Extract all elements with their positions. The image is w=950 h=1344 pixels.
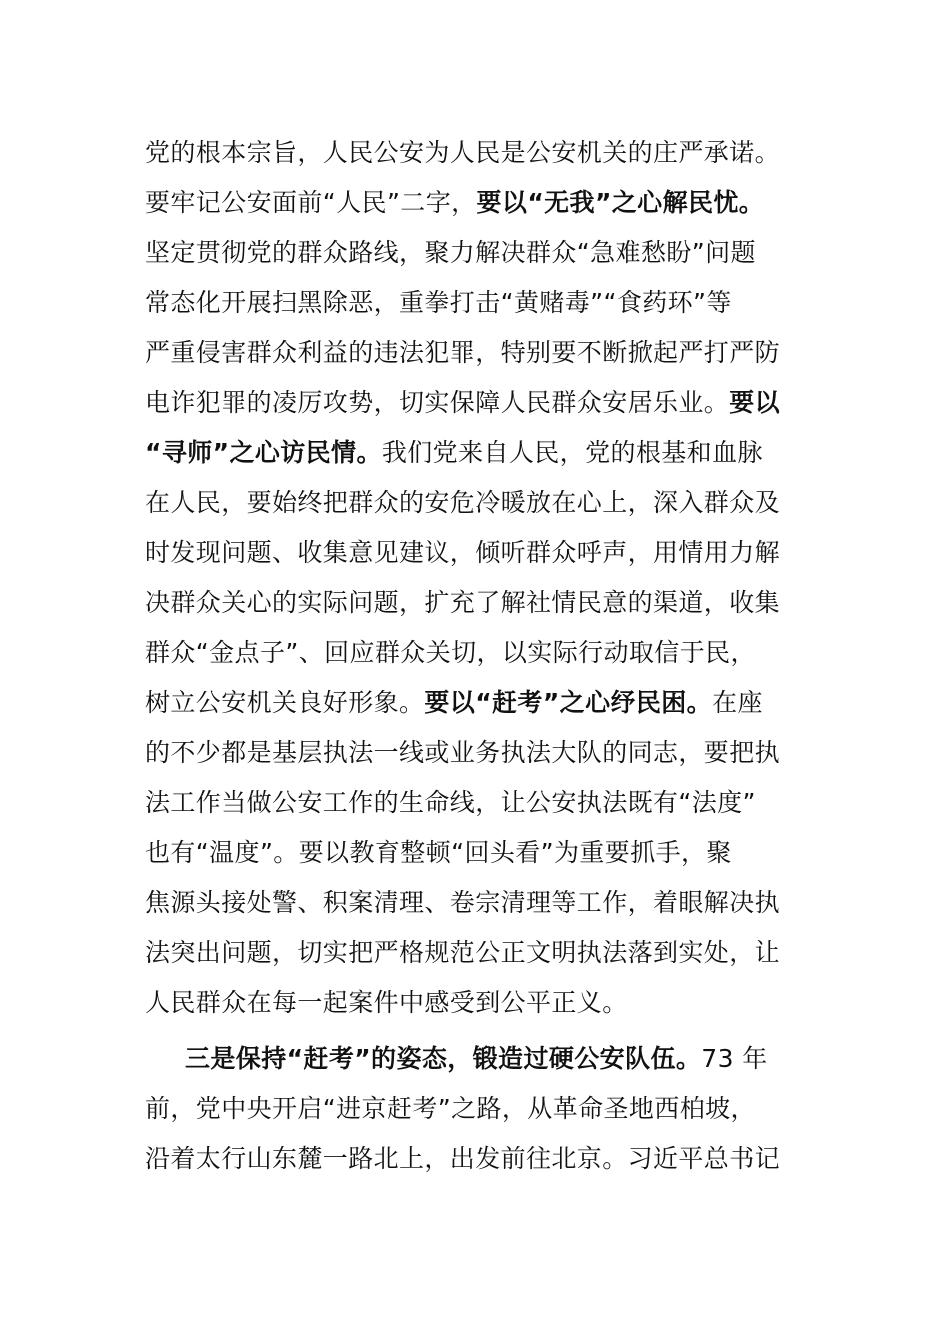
text-run: 前，党中央开启“进京赶考”之路，从革命圣地西柏坡，: [145, 1094, 756, 1123]
text-run: 沿着太行山东麓一路北上，出发前往北京。习近平总书记: [145, 1144, 781, 1173]
text-run: 我们党来自人民，党的根基和血脉: [381, 438, 763, 467]
bold-text-run: 要以“无我”之心解民忧。: [476, 188, 765, 217]
text-line: [145, 928, 815, 978]
text-line: [145, 328, 815, 378]
text-line: [145, 528, 815, 578]
bold-text-run: 三是保持“赶考”的姿态，锻造过硬公安队伍。: [185, 1044, 702, 1073]
paragraph-exam-attitude: [145, 1034, 815, 1184]
text-run: 决群众关心的实际问题，扩充了解社情民意的渠道，收集: [145, 588, 781, 617]
text-run: 时发现问题、收集意见建议，倾听群众呼声，用情用力解: [145, 538, 781, 567]
text-run: 要牢记公安面前“人民”二字，: [145, 188, 477, 217]
text-run: 在座: [712, 688, 763, 717]
text-run: 也有“温度”。要以教育整顿“回头看”为重要抓手，聚: [145, 838, 732, 867]
text-line: [145, 478, 815, 528]
bold-text-run: 要以: [729, 388, 781, 417]
text-line: [145, 978, 815, 1028]
text-line: [145, 178, 815, 228]
text-run: 的不少都是基层执法一线或业务执法大队的同志，要把执: [145, 738, 781, 767]
paragraph-police-for-people: [145, 128, 815, 1028]
text-run: 人民群众在每一起案件中感受到公平正义。: [145, 988, 628, 1017]
text-line: [145, 378, 815, 428]
text-run: 党的根本宗旨，人民公安为人民是公安机关的庄严承诺。: [145, 138, 781, 167]
text-line: [145, 1034, 815, 1084]
text-line: [145, 878, 815, 928]
text-run: 群众“金点子”、回应群众关切，以实际行动取信于民，: [145, 638, 756, 667]
text-run: 法突出问题，切实把严格规范公正文明执法落到实处，让: [145, 938, 781, 967]
text-line: [145, 828, 815, 878]
text-line: [145, 128, 815, 178]
text-run: 常态化开展扫黑除恶，重拳打击“黄赌毒”“食药环”等: [145, 288, 732, 317]
text-line: [145, 278, 815, 328]
text-line: [145, 628, 815, 678]
text-line: [145, 778, 815, 828]
text-run: 焦源头接处警、积案清理、卷宗清理等工作，着眼解决执: [145, 888, 781, 917]
text-line: [145, 728, 815, 778]
text-run: 在人民，要始终把群众的安危冷暖放在心上，深入群众及: [145, 488, 781, 517]
text-run: 法工作当做公安工作的生命线，让公安执法既有“法度”: [145, 788, 756, 817]
text-line: [145, 1134, 815, 1184]
text-line: [145, 678, 815, 728]
bold-text-run: 要以“赶考”之心纾民困。: [424, 688, 713, 717]
bold-text-run: “寻师”之心访民情。: [145, 438, 382, 467]
text-run: 坚定贯彻党的群众路线，聚力解决群众“急难愁盼”问题: [145, 238, 756, 267]
text-line: [145, 228, 815, 278]
text-run: 73 年: [701, 1044, 768, 1073]
text-run: 电诈犯罪的凌厉攻势，切实保障人民群众安居乐业。: [145, 388, 730, 417]
text-line: [145, 578, 815, 628]
text-line: [145, 428, 815, 478]
text-run: 树立公安机关良好形象。: [145, 688, 425, 717]
text-run: 严重侵害群众利益的违法犯罪，特别要不断掀起严打严防: [145, 338, 781, 367]
text-line: [145, 1084, 815, 1134]
